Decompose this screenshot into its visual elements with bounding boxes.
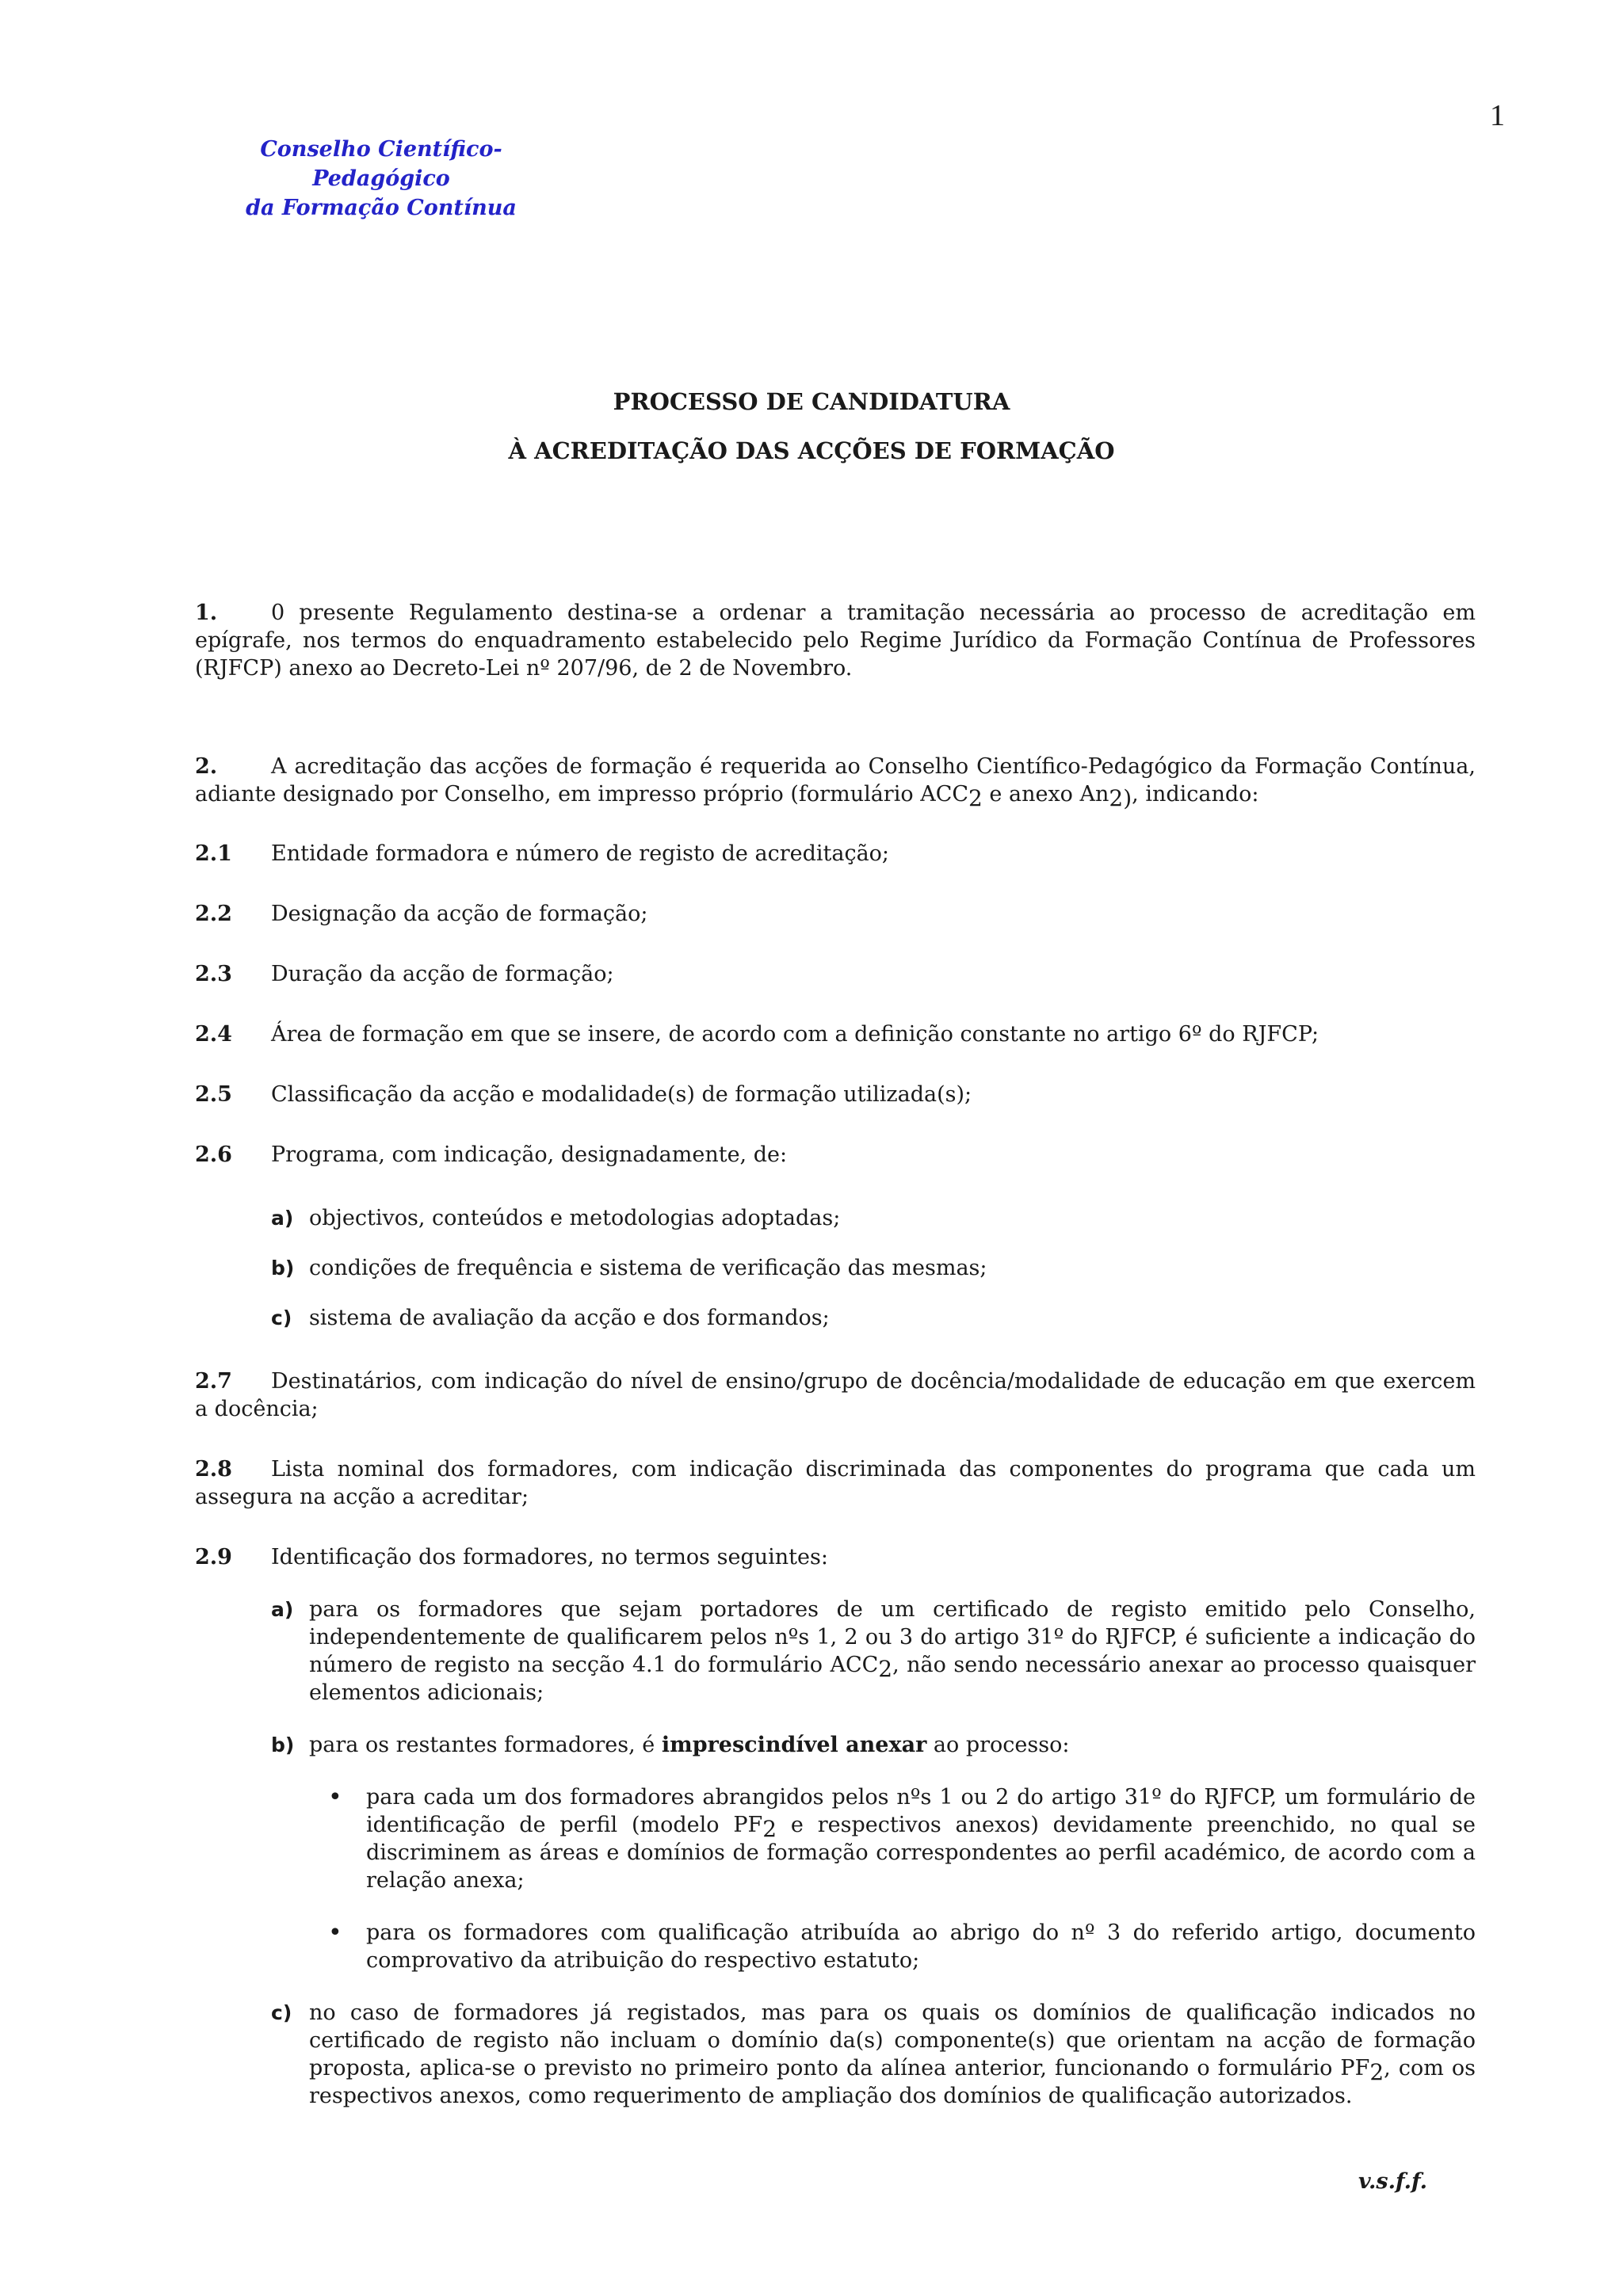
section-number: 1. [195,601,218,625]
section-2-9 [195,1543,1476,1571]
section-2-2 [195,900,1476,928]
continue-note: v.s.f.f. [1358,2169,1428,2194]
header-line-1: Conselho Científico-Pedagógico [260,137,502,191]
bullet-item-1 [195,1783,1476,1894]
subitem-2-9-a [195,1596,1476,1707]
emphasis-text: imprescindível anexar [661,1733,927,1757]
bullet-icon: • [328,1919,342,1947]
section-number: 2.2 [195,902,232,926]
bullet-text: e respectivos anexos) devidamente preenchido, no qual se discriminem as áreas e domínios de formação correspondentes ao perfil académico, de acordo com a relação anexa; [366,1813,1476,1893]
bullet-icon: • [328,1783,342,1811]
section-text: Duração da acção de formação; [271,962,614,986]
document-title-line-2: À ACREDITAÇÃO DAS ACÇÕES DE FORMAÇÃO [508,437,1115,464]
section-text: Entidade formadora e número de registo de acreditação; [271,841,890,866]
subscript: 2 [762,1816,777,1842]
subitem-text: para os restantes formadores, é [309,1733,662,1757]
section-number: 2.8 [195,1457,232,1482]
subitem-text: sistema de avaliação da acção e dos formandos; [309,1306,830,1330]
subitem-text: no caso de formadores já registados, mas para os quais os domínios de qualificação indicados no certificado de registo não incluam o domínio da(s) componente(s) que orientam na acção de formação proposta, aplica-se o previsto no primeiro ponto da alínea anterior, funcionando o formulário PF [309,2000,1476,2081]
page-number: 1 [1490,99,1505,132]
section-text: A acreditação das acções de formação é requerida ao Conselho Científico-Pedagógico da Formação Contínua, adiante designado por Conselho, em impresso próprio (formulário ACC [195,754,1476,807]
header-line-2: da Formação Contínua [246,196,517,220]
subitem-2-9-b [195,1731,1476,1759]
section-number: 2.6 [195,1142,232,1167]
section-2-1 [195,840,1476,868]
section-text: 0 presente Regulamento destina-se a ordenar a tramitação necessária ao processo de acreditação em epígrafe, nos termos do enquadramento estabelecido pelo Regime Jurídico da Formação Contínua de Professores (RJFCP) anexo ao Decreto-Lei nº 207/96, de 2 de Novembro. [195,601,1476,681]
section-number: 2.9 [195,1545,232,1569]
subitem-2-6-a [195,1204,1476,1232]
section-number: 2.1 [195,841,232,866]
subitem-text: , não sendo necessário anexar ao processo quaisquer elementos adicionais; [309,1653,1476,1705]
section-text: e anexo An [982,782,1109,807]
section-number: 2. [195,754,218,779]
bullet-text: para cada um dos formadores abrangidos pelos nºs 1 ou 2 do artigo 31º do RJFCP, um formulário de identificação de perfil (modelo PF [366,1785,1476,1837]
subscript: 2) [1109,785,1132,811]
bullet-item-2 [195,1919,1476,1974]
bullet-text: para os formadores com qualificação atribuída ao abrigo do nº 3 do referido artigo, documento comprovativo da atribuição do respectivo estatuto; [366,1920,1476,1973]
subitem-2-9-c [195,1999,1476,2110]
section-text: , indicando: [1132,782,1259,807]
subitem-text: objectivos, conteúdos e metodologias adoptadas; [309,1206,841,1230]
section-2-7 [195,1367,1476,1423]
subscript: 2 [1369,2059,1384,2085]
section-number: 2.5 [195,1082,232,1107]
section-number: 2.3 [195,962,232,986]
subitem-letter: a) [271,1598,294,1621]
section-2-4 [195,1020,1476,1048]
section-text: Programa, com indicação, designadamente, de: [271,1142,788,1167]
section-2-5 [195,1081,1476,1108]
section-number: 2.4 [195,1022,232,1047]
section-text: Designação da acção de formação; [271,902,648,926]
subitem-letter: b) [271,1257,295,1280]
section-1 [195,599,1476,682]
subitem-letter: a) [271,1207,294,1230]
section-number: 2.7 [195,1369,232,1394]
subitem-letter: c) [271,2001,292,2024]
subscript: 2 [878,1656,893,1682]
organization-header [195,135,567,223]
section-text: Destinatários, com indicação do nível de ensino/grupo de docência/modalidade de educação em que exercem a docência; [195,1369,1476,1421]
section-text: Área de formação em que se insere, de acordo com a definição constante no artigo 6º do RJFCP; [271,1022,1319,1047]
subitem-2-6-b [195,1254,1476,1282]
subitem-letter: b) [271,1733,295,1756]
section-2-6 [195,1141,1476,1169]
section-text: Identificação dos formadores, no termos seguintes: [271,1545,828,1569]
section-2-3 [195,960,1476,988]
section-2-8 [195,1455,1476,1511]
section-text: Lista nominal dos formadores, com indicação discriminada das componentes do programa que cada um assegura na acção a acreditar; [195,1457,1476,1509]
section-2 [195,753,1476,811]
subitem-text: , com os respectivos anexos, como requerimento de ampliação dos domínios de qualificação autorizados. [309,2056,1476,2108]
subitem-text: condições de frequência e sistema de verificação das mesmas; [309,1256,987,1280]
subitem-text: ao processo: [926,1733,1070,1757]
subitem-text: para os formadores que sejam portadores de um certificado de registo emitido pelo Conselho, independentemente de qualificarem pelos nºs 1, 2 ou 3 do artigo 31º do RJFCP, é suficiente a indicação do número de registo na secção 4.1 do formulário ACC [309,1597,1476,1677]
subscript: 2 [968,785,983,811]
subitem-letter: c) [271,1306,292,1329]
document-title-line-1: PROCESSO DE CANDIDATURA [613,388,1010,415]
section-text: Classificação da acção e modalidade(s) de formação utilizada(s); [271,1082,972,1107]
subitem-2-6-c [195,1304,1476,1332]
document-body [195,599,1476,2110]
